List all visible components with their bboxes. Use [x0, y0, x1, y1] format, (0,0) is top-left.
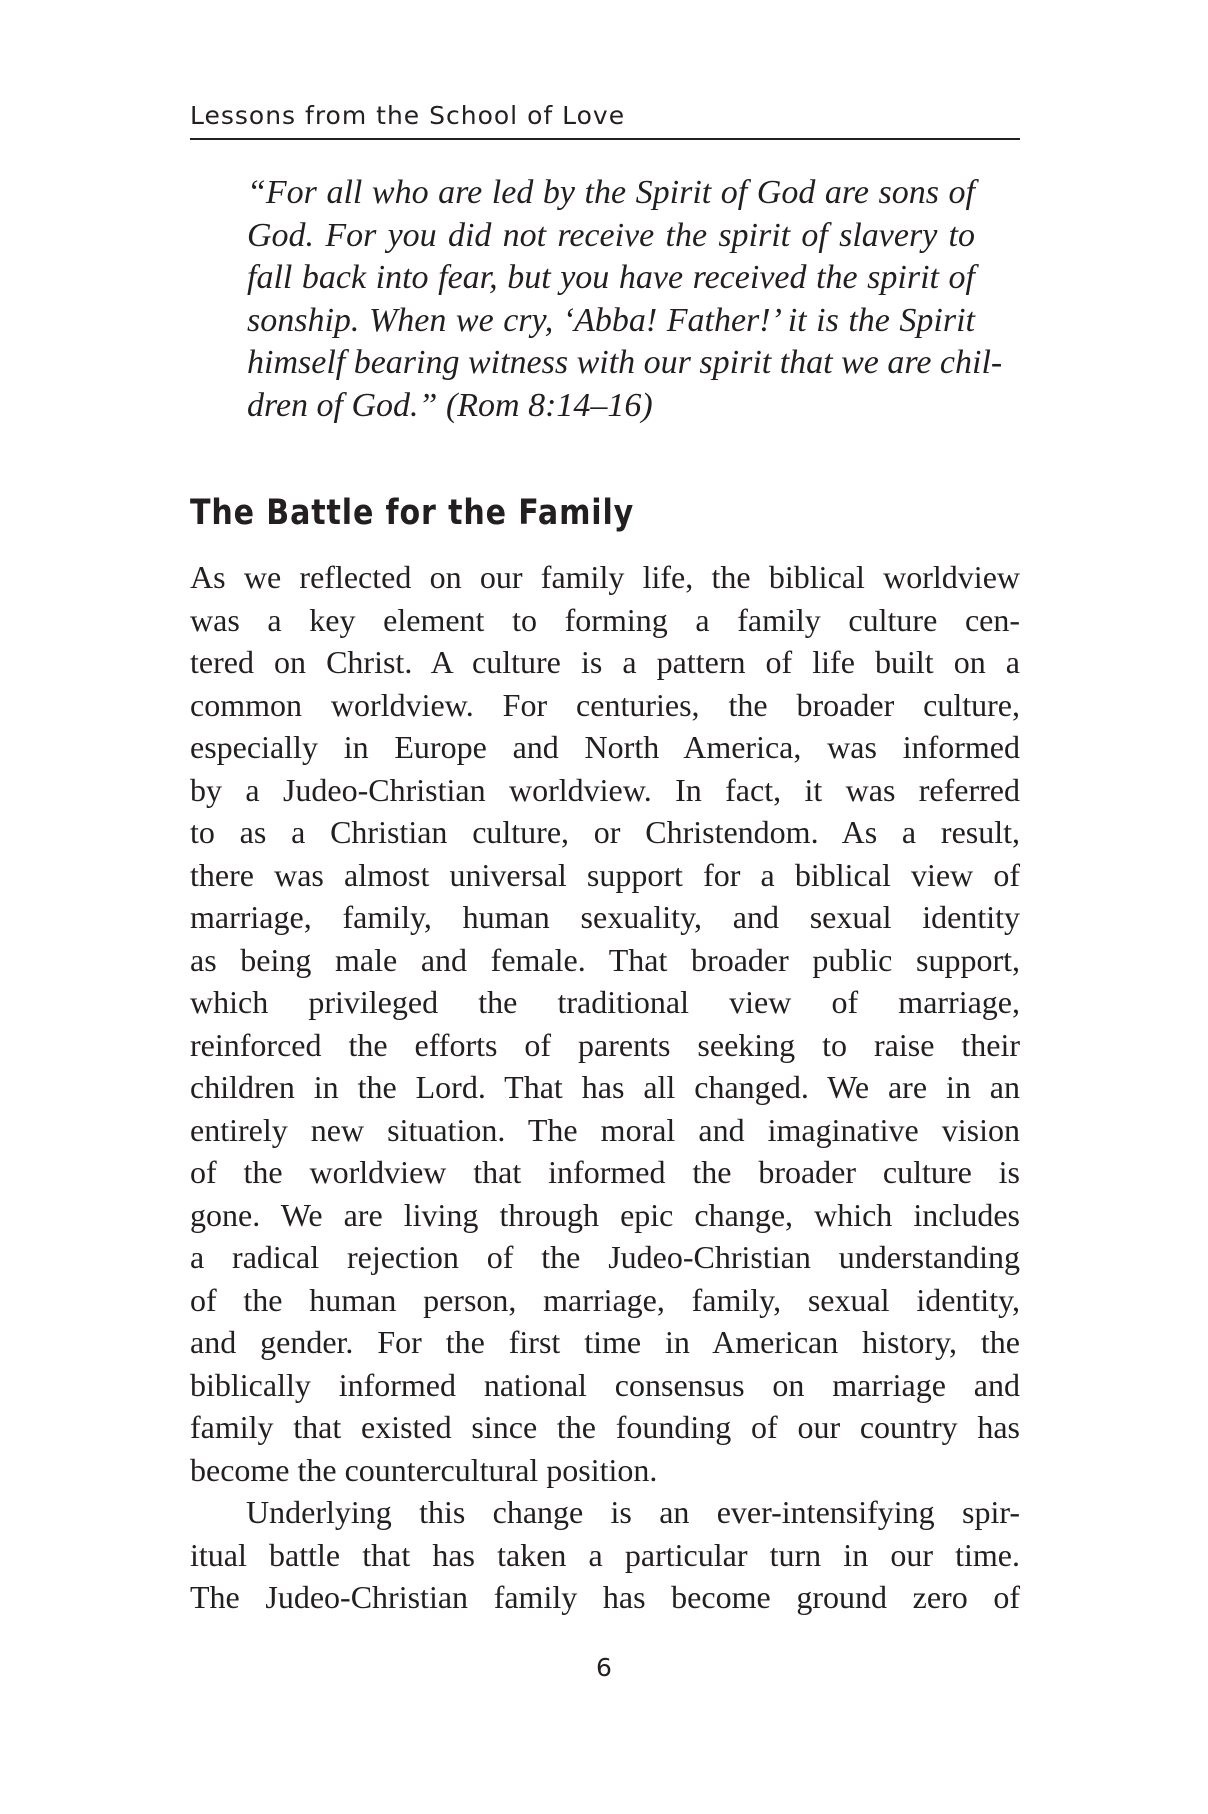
text-line: gone. We are living through epic change, which includes: [190, 1196, 1020, 1233]
paragraph-1: [190, 556, 1020, 1491]
text-line: to as a Christian culture, or Christendom. As a result,: [190, 814, 1020, 850]
text-line: which privileged the traditional view of marriage,: [190, 984, 1020, 1020]
text-line: was a key element to forming a family culture cen-: [190, 601, 1020, 638]
text-line: Underlying this change is an ever-intensifying spir-: [246, 1494, 1020, 1530]
quote-line: fall back into fear, but you have received the spirit of: [247, 259, 975, 296]
text-line: The Judeo-Christian family has become ground zero of: [190, 1579, 1020, 1615]
text-line: especially in Europe and North America, was informed: [190, 729, 1020, 765]
block-quote: [247, 172, 1003, 427]
text-line: family that existed since the founding of our country has: [190, 1409, 1020, 1445]
text-line: become the countercultural position.: [190, 1451, 658, 1488]
quote-line: “For all who are led by the Spirit of God are sons of: [247, 174, 975, 211]
text-line: a radical rejection of the Judeo-Christian understanding: [190, 1239, 1020, 1275]
text-line: by a Judeo-Christian worldview. In fact, it was referred: [190, 771, 1020, 808]
text-line: As we reflected on our family life, the biblical worldview: [190, 559, 1020, 595]
running-head: Lessons from the School of Love: [190, 101, 626, 130]
page-number: 6: [596, 1653, 612, 1682]
body-text: [190, 556, 1020, 1619]
text-line: reinforced the efforts of parents seeking to raise their: [190, 1026, 1020, 1063]
text-line: of the worldview that informed the broader culture is: [190, 1154, 1020, 1190]
text-line: entirely new situation. The moral and imaginative vision: [190, 1111, 1020, 1148]
header-rule: [190, 138, 1020, 140]
section-title: The Battle for the Family: [190, 493, 635, 533]
quote-line: himself bearing witness with our spirit that we are chil-: [247, 344, 1003, 381]
text-line: of the human person, marriage, family, sexual identity,: [190, 1281, 1020, 1318]
quote-line: dren of God.” (Rom 8:14–16): [247, 386, 653, 424]
text-line: biblically informed national consensus on marriage and: [190, 1366, 1020, 1403]
text-line: and gender. For the first time in American history, the: [190, 1324, 1020, 1360]
quote-line: God. For you did not receive the spirit of slavery to: [247, 216, 975, 254]
text-line: itual battle that has taken a particular turn in our time.: [190, 1536, 1020, 1573]
text-line: as being male and female. That broader public support,: [190, 941, 1020, 978]
text-line: tered on Christ. A culture is a pattern of life built on a: [190, 644, 1020, 680]
paragraph-2: [190, 1491, 1020, 1619]
quote-line: sonship. When we cry, ‘Abba! Father!’ it is the Spirit: [247, 301, 975, 339]
text-line: marriage, family, human sexuality, and sexual identity: [190, 899, 1020, 935]
text-line: there was almost universal support for a biblical view of: [190, 856, 1020, 893]
text-line: children in the Lord. That has all changed. We are in an: [190, 1069, 1020, 1105]
text-line: common worldview. For centuries, the broader culture,: [190, 686, 1020, 723]
